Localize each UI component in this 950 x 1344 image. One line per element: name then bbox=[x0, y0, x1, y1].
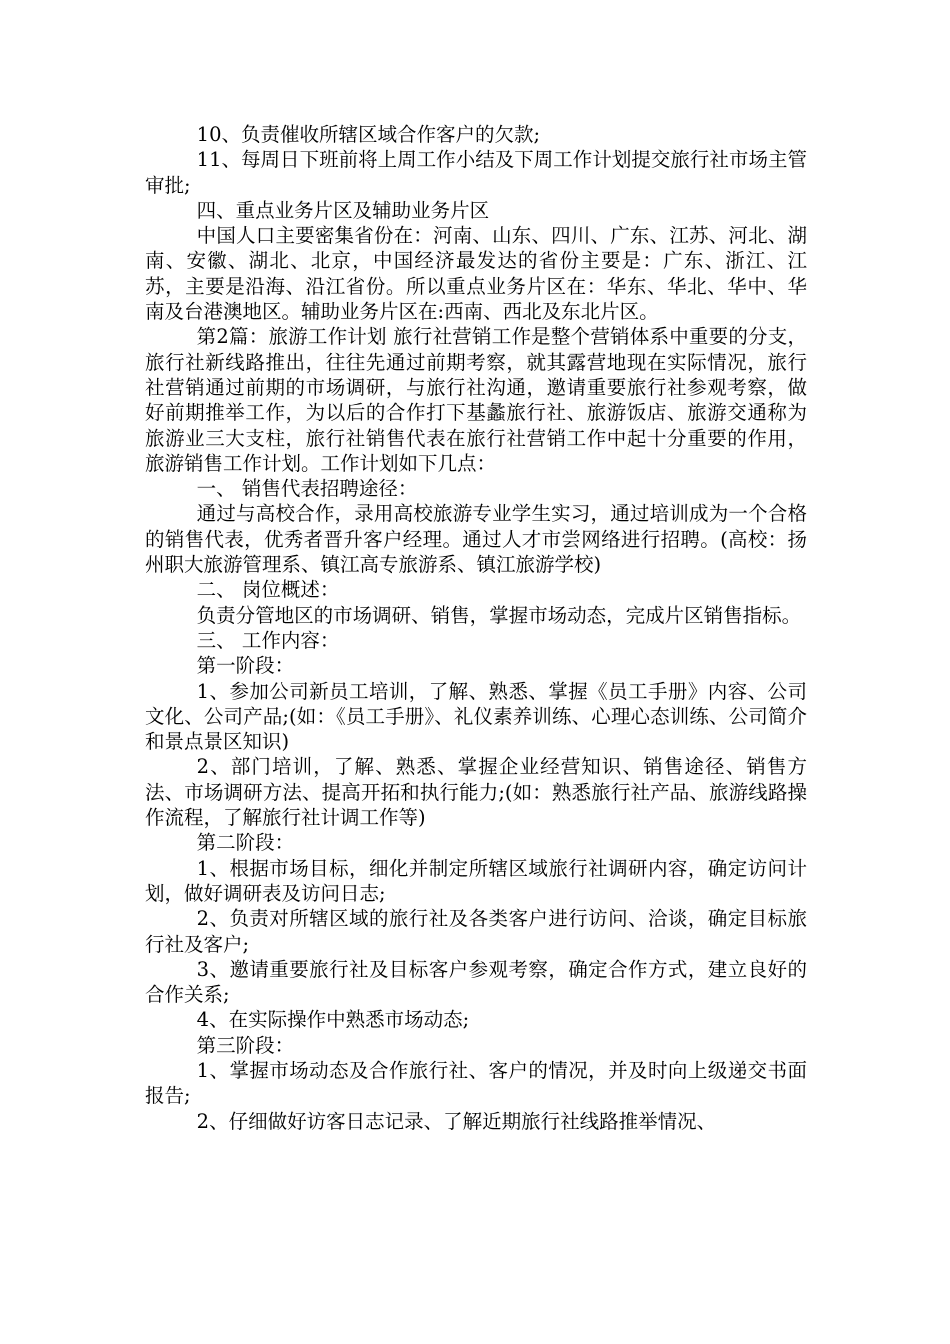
paragraph: 通过与高校合作，录用高校旅游专业学生实习，通过培训成为一个合格的销售代表，优秀者晋升客户经理。通过人才市尝网络进行招聘。(高校：扬州职大旅游管理系、镇江高专旅游系、镇江旅游学校) bbox=[145, 502, 807, 577]
paragraph: 第2篇：旅游工作计划 旅行社营销工作是整个营销体系中重要的分支，旅行社新线路推出，往往先通过前期考察，就其露营地现在实际情况，旅行社营销通过前期的市场调研，与旅行社沟通，邀请重要旅行社参观考察，做好前期推举工作，为以后的合作打下基蠡旅行社、旅游饭店、旅游交通称为旅游业三大支柱，旅行社销售代表在旅行社营销工作中起十分重要的作用，旅游销售工作计划。工作计划如下几点： bbox=[145, 325, 807, 475]
section-heading: 四、重点业务片区及辅助业务片区 bbox=[196, 198, 490, 222]
paragraph: 1、根据市场目标，细化并制定所辖区域旅行社调研内容，确定访问计划，做好调研表及访问日志; bbox=[145, 856, 807, 905]
paragraph: 1、参加公司新员工培训，了解、熟悉、掌握《员工手册》内容、公司文化、公司产品;(如：《员工手册》、礼仪素养训练、心理心态训练、公司简介和景点景区知识) bbox=[145, 679, 807, 754]
paragraph: 2、负责对所辖区域的旅行社及各类客户进行访问、洽谈，确定目标旅行社及客户; bbox=[145, 907, 807, 956]
paragraph: 11、每周日下班前将上周工作小结及下周工作计划提交旅行社市场主管审批; bbox=[145, 148, 807, 197]
document-body bbox=[145, 122, 807, 1134]
paragraph: 1、掌握市场动态及合作旅行社、客户的情况，并及时向上级递交书面报告; bbox=[145, 1058, 807, 1108]
paragraph: 2、仔细做好访客日志记录、了解近期旅行社线路推举情况、 bbox=[196, 1109, 717, 1133]
paragraph: 负责分管地区的市场调研、销售，掌握市场动态，完成片区销售指标。 bbox=[196, 603, 802, 627]
section-heading: 一、 销售代表招聘途径： bbox=[196, 477, 418, 501]
paragraph: 10、负责催收所辖区域合作客户的欠款; bbox=[196, 123, 541, 146]
paragraph: 2、部门培训，了解、熟悉、掌握企业经营知识、销售途径、销售方法、市场调研方法、提高开拓和执行能力;(如：熟悉旅行社产品、旅游线路操作流程，了解旅行社计调工作等) bbox=[145, 755, 807, 830]
paragraph: 中国人口主要密集省份在：河南、山东、四川、广东、江苏、河北、湖南、安徽、湖北、北京，中国经济最发达的省份主要是：广东、浙江、江苏，主要是沿海、沿江省份。所以重点业务片区在：华东、华北、华中、华南及台港澳地区。辅助业务片区在:西南、西北及东北片区。 bbox=[145, 224, 807, 324]
section-heading: 二、 岗位概述： bbox=[196, 578, 340, 602]
paragraph: 4、在实际操作中熟悉市场动态; bbox=[196, 1008, 470, 1032]
paragraph: 3、邀请重要旅行社及目标客户参观考察，确定合作方式，建立良好的合作关系; bbox=[145, 957, 807, 1007]
stage-heading: 第二阶段： bbox=[196, 831, 295, 855]
section-heading: 三、 工作内容： bbox=[196, 628, 340, 652]
stage-heading: 第一阶段： bbox=[196, 654, 295, 678]
stage-heading: 第三阶段： bbox=[196, 1033, 295, 1057]
